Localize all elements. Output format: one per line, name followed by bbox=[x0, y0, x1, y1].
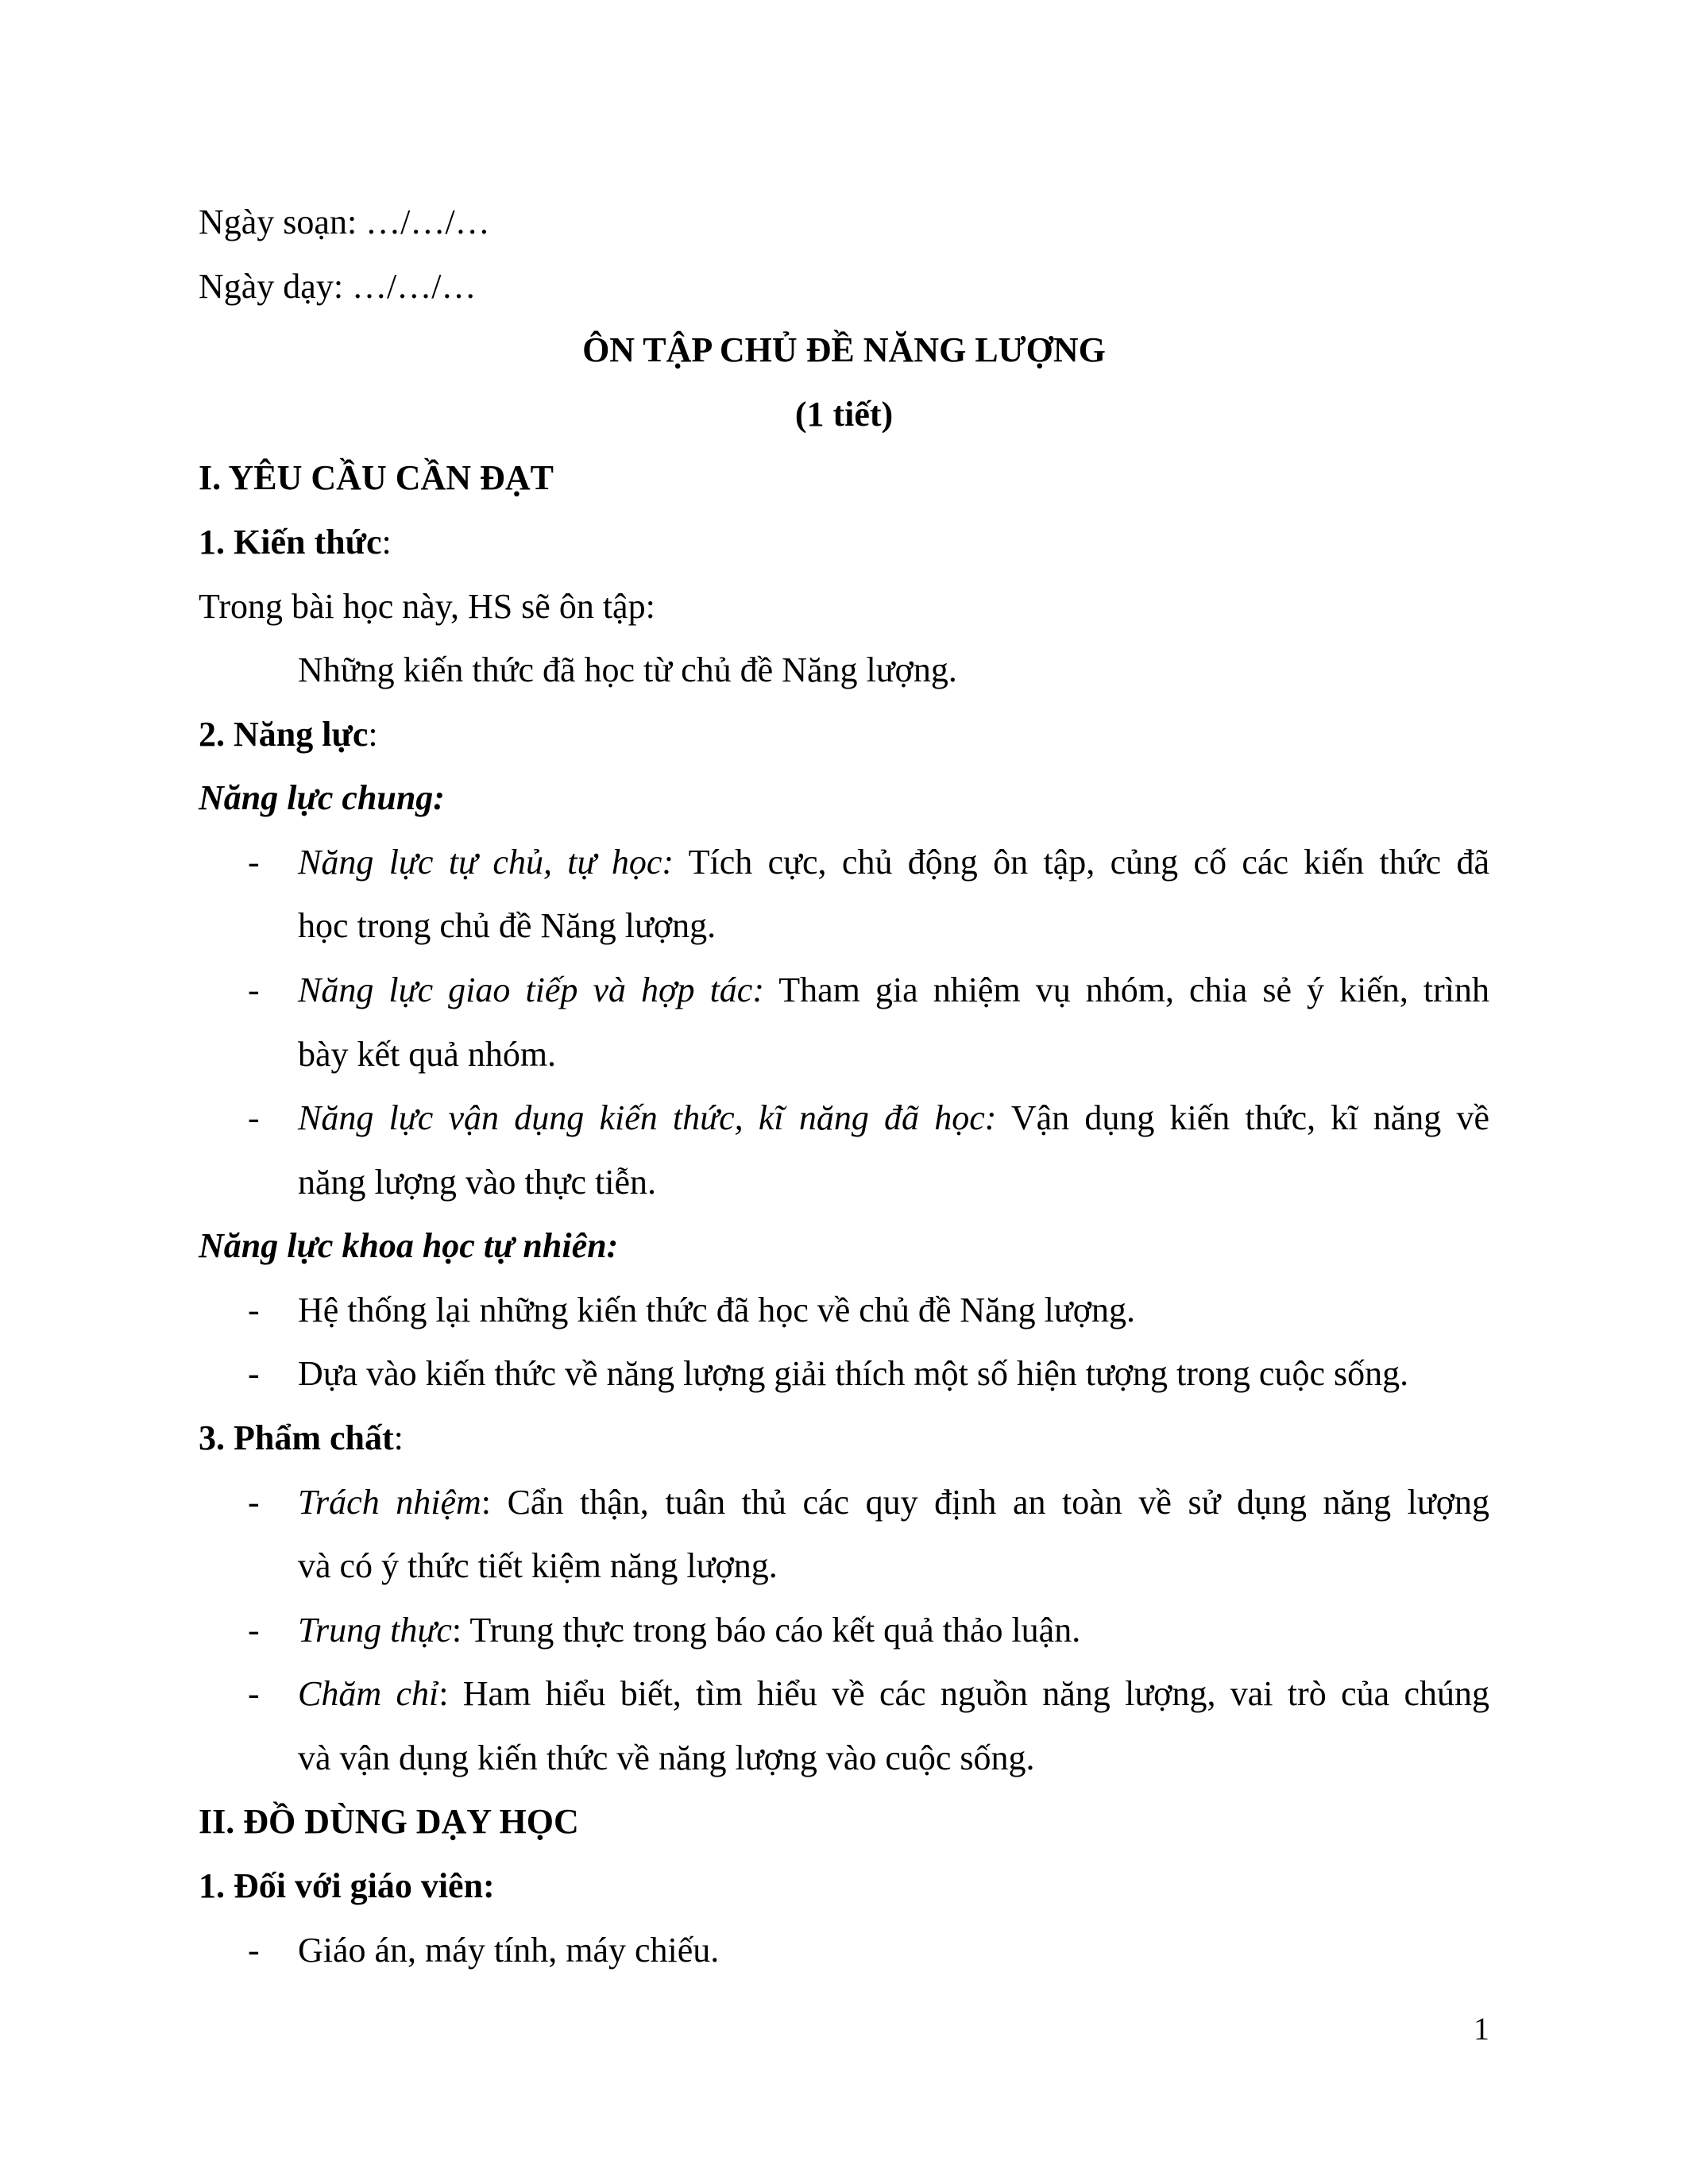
subheading-qualities-colon: : bbox=[393, 1418, 404, 1457]
subheading-knowledge-colon: : bbox=[381, 523, 392, 561]
list-item-text: : Trung thực trong báo cáo kết quả thảo luận. bbox=[451, 1611, 1081, 1650]
knowledge-intro: Trong bài học này, HS sẽ ôn tập: bbox=[199, 587, 655, 626]
list-item-label: Năng lực giao tiếp và hợp tác: bbox=[298, 970, 764, 1009]
subheading-competence-label: 2. Năng lực bbox=[199, 715, 369, 754]
list-item bbox=[298, 1607, 1080, 1654]
section-heading-requirements: I. YÊU CẦU CẦN ĐẠT bbox=[199, 458, 554, 497]
list-item: Giáo án, máy tính, máy chiếu. bbox=[298, 1931, 720, 1970]
subheading-competence-colon: : bbox=[368, 715, 378, 754]
list-item bbox=[298, 967, 1489, 1014]
list-item-label: Năng lực vận dụng kiến thức, kĩ năng đã học: bbox=[298, 1098, 997, 1137]
list-item-label: Năng lực tự chủ, tự học: bbox=[298, 843, 674, 882]
list-bullet: - bbox=[248, 1931, 260, 1970]
list-item-label: Trách nhiệm bbox=[298, 1483, 481, 1522]
list-bullet: - bbox=[248, 1611, 260, 1650]
list-item: Dựa vào kiến thức về năng lượng giải thích một số hiện tượng trong cuộc sống. bbox=[298, 1354, 1409, 1393]
list-item-continuation: năng lượng vào thực tiễn. bbox=[298, 1163, 656, 1202]
list-bullet: - bbox=[248, 970, 260, 1009]
list-item-text: : Cẩn thận, tuân thủ các quy định an toàn về sử dụng năng lượng bbox=[481, 1483, 1489, 1522]
document-subtitle: (1 tiết) bbox=[794, 395, 894, 434]
section-heading-materials: II. ĐỒ DÙNG DẠY HỌC bbox=[199, 1802, 579, 1841]
subheading-knowledge bbox=[199, 519, 392, 566]
subheading-knowledge-label: 1. Kiến thức bbox=[199, 523, 382, 561]
list-item-text: Vận dụng kiến thức, kĩ năng về bbox=[996, 1098, 1489, 1137]
list-item-label: Chăm chỉ bbox=[298, 1674, 439, 1713]
list-item-continuation: và có ý thức tiết kiệm năng lượng. bbox=[298, 1546, 778, 1585]
list-item bbox=[298, 1479, 1489, 1526]
list-item-continuation: bày kết quả nhóm. bbox=[298, 1035, 557, 1074]
list-item bbox=[298, 839, 1489, 886]
list-item-continuation: và vận dụng kiến thức về năng lượng vào cuộc sống. bbox=[298, 1738, 1035, 1777]
list-bullet: - bbox=[248, 1674, 260, 1713]
list-item-label: Trung thực bbox=[298, 1611, 452, 1650]
list-bullet: - bbox=[248, 1483, 260, 1522]
list-item-text: Tích cực, chủ động ôn tập, củng cố các kiến thức đã bbox=[674, 843, 1489, 882]
knowledge-item: Những kiến thức đã học từ chủ đề Năng lượng. bbox=[298, 650, 957, 689]
list-item-text: : Ham hiểu biết, tìm hiểu về các nguồn năng lượng, vai trò của chúng bbox=[438, 1674, 1489, 1713]
date-prepared: Ngày soạn: …/…/… bbox=[199, 203, 490, 241]
science-competence-heading: Năng lực khoa học tự nhiên: bbox=[199, 1226, 619, 1265]
list-item-continuation: học trong chủ đề Năng lượng. bbox=[298, 906, 717, 945]
document-title: ÔN TẬP CHỦ ĐỀ NĂNG LƯỢNG bbox=[582, 330, 1106, 369]
list-bullet: - bbox=[248, 1098, 260, 1137]
subheading-competence bbox=[199, 711, 378, 758]
date-taught: Ngày dạy: …/…/… bbox=[199, 267, 477, 306]
general-competence-heading: Năng lực chung: bbox=[199, 778, 445, 817]
list-item bbox=[298, 1094, 1489, 1142]
subheading-qualities-label: 3. Phẩm chất bbox=[199, 1418, 394, 1457]
list-bullet: - bbox=[248, 843, 260, 882]
list-bullet: - bbox=[248, 1291, 260, 1329]
list-bullet: - bbox=[248, 1354, 260, 1393]
page-number: 1 bbox=[1474, 2011, 1489, 2047]
list-item-text: Tham gia nhiệm vụ nhóm, chia sẻ ý kiến, trình bbox=[763, 970, 1489, 1009]
list-item bbox=[298, 1670, 1489, 1718]
subheading-teacher: 1. Đối với giáo viên: bbox=[199, 1866, 495, 1905]
list-item: Hệ thống lại những kiến thức đã học về chủ đề Năng lượng. bbox=[298, 1291, 1136, 1329]
subheading-qualities bbox=[199, 1414, 404, 1462]
